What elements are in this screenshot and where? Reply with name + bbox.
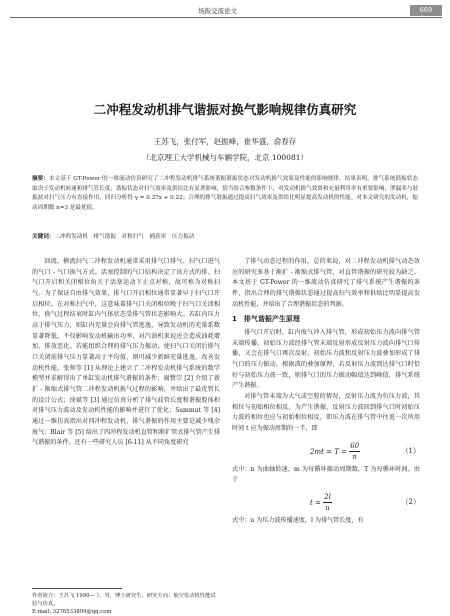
section-paragraph-2: 对排气管末端为大气或空腔的情况，反射压力波为负压力波，其相位与初始相位相反。为产生谐振，反射压力波回到排气口时初始压力波的相位也应与初始相位相反，即压力波在排气管中往返一次所用时间 t 应为振动周期的一半，即 [232,392,420,432]
author-list: 王苏飞，张付军，赵振峰，崔华盛，俞春存 [153,137,297,146]
page-number: 669 [410,5,442,16]
equation-1-note: 式中：n 为曲轴转速，m 为每循环振动周期数，T 为每循环时间。由于 [232,465,420,484]
right-column [232,257,420,526]
equation-1 [232,438,420,462]
keywords-label: 关键词： [32,234,55,240]
section-heading: 1 排气谐振产生原理 [232,315,300,324]
abstract-label: 摘要： [32,176,49,182]
equation-2-note: 式中：u 为压力波传播速度，l 为排气管长度，有 [232,516,364,524]
footnote-divider [32,588,122,589]
journal-header: 场振交流论文 [198,7,237,15]
footnote-author-bio: 作者简介：王苏飞 1990— ），男，博士研究生，研究方向：航空发动机性能试验与仿真。 [32,593,216,607]
equation-1-lhs: 2mt = T = [310,447,350,456]
footnote-email: E-mail: 3276533899@qq.com [32,609,112,615]
intro-paragraph: 回流、横流扫气二冲程发动机通常采用排气口排气、扫气口进气的气口 - 气口换气方式。活塞控制的气口结构决定了该方式的排、扫气口开启和关闭相位角关于活塞运动下止点对称，故可称为对称扫气。为了保证自由排气效果，排气口开启相位通常显著早于扫气口开启相位。在对称扫气中，这意味着排气口关闭相位晚于扫气口关闭相位，换气过程结束时缸内气体状态受排气管状态影响大。若缸内压力高于排气压力，则缸内充量会向排气管逃逸，导致发动机的充量系数显著降低，不仅影响发动机输出功率，对汽油机来说还会造成油耗增加、排放恶化。若能组织合理的排气压力振动，使扫气口关闭后排气口关闭前排气压力显著高于平均值，则可减少新鲜充量逃逸，改善发动机性能。张帅等 [1] 从理论上建立了二冲程发动机排气系统的数学模型并求解得出了单缸发动机排气谐振的条件；谢赞宗 [2] 介绍了新扩 - 渐缩式排气管二冲程发动机换气过程的影响，并给出了最优管长的设计公式；徐斌等 [3] 通过仿真分析了排气歧管长度和谐振腔体积对排气压力波动及发动机性能的影响并进行了优化；Sammut 等 [4] 通过一维仿真指出对四冲程发动机，排气谐振的作用主要是减少残余废气；Blair 等 [5] 给出了四冲程发动机直管和渐扩管式排气管产生排气谐振的条件。还有一些研究人员 [6-11] 从不同角度研究 [32,258,220,447]
abstract-text: 本文基于 GT-Power 的一维流动仿真研究了二冲程发动机排气系统谐振谐振状态对发动机换气效果及性能的影响规律。结果表明，排气系统谐振状态取决于发动机转速和排气管长度；谐振状态对扫气效率及供给比有显著影响，恰当组合参数条件下，对发动机换气效果和充量利用率有重要影响；泄漏率与谐振波对扫气压力有直接作用，回归分析得 γ = 0.37x + 0.22；合理的排气谐振通过提高扫气效率及供给比明显提高发动机的性能。对本文研究的发动机，振动周期数 n=3 是最优值。 [32,176,418,211]
equation-1-number: （1） [401,446,420,455]
equation-2-numerator: 2l [323,492,332,504]
intro-continuation: 了排气动态过程的作用。总的来说，对二冲程发动机排气动态效应的研究多基于渐扩 - 渐缩式排气管，对直管谐振的研究较为缺乏。本文基于 GT-Power 的一维流动仿真研究了排气系统产生谐振的条件，指出合理的排气谐振状态通过提高扫气效率和供给比明显提高发动机性能，并给出了合理谐振状态的判据。 [232,258,420,308]
equation-2-lhs: t = [310,498,324,507]
author-footnote [32,592,220,616]
keywords [32,232,418,240]
abstract [32,175,418,213]
keywords-text: 二冲程发动机 排气谐振 对称扫气 捕获率 压力振动 [54,234,195,240]
equation-2 [232,489,420,513]
left-column [32,257,220,449]
equation-1-numerator: 60 [349,441,360,453]
equation-2-denominator: u [325,504,330,513]
equation-1-denominator: n [352,453,357,462]
paper-title: 二冲程发动机排气谐振对换气影响规律仿真研究 [93,102,357,117]
equation-2-number: （2） [401,497,420,506]
header-divider [10,17,442,18]
affiliation: （北京理工大学机械与车辆学院，北京 100081） [141,153,308,162]
section-paragraph-1: 排气口开启时，缸内废气冲入排气管，形成初始压力波向排气管末端传播。初始压力波经排气管末端反射形成反射压力波向排气口传播，又会在排气口再次反射。初始压力波和反射压力波叠加形成了排气口的压力振动。根据波的叠加原理，若反射压力波到达排气口时恰好与初始压力波一致，则排气口的压力振动幅值达到峰值，排气系统产生谐振。 [232,328,420,390]
